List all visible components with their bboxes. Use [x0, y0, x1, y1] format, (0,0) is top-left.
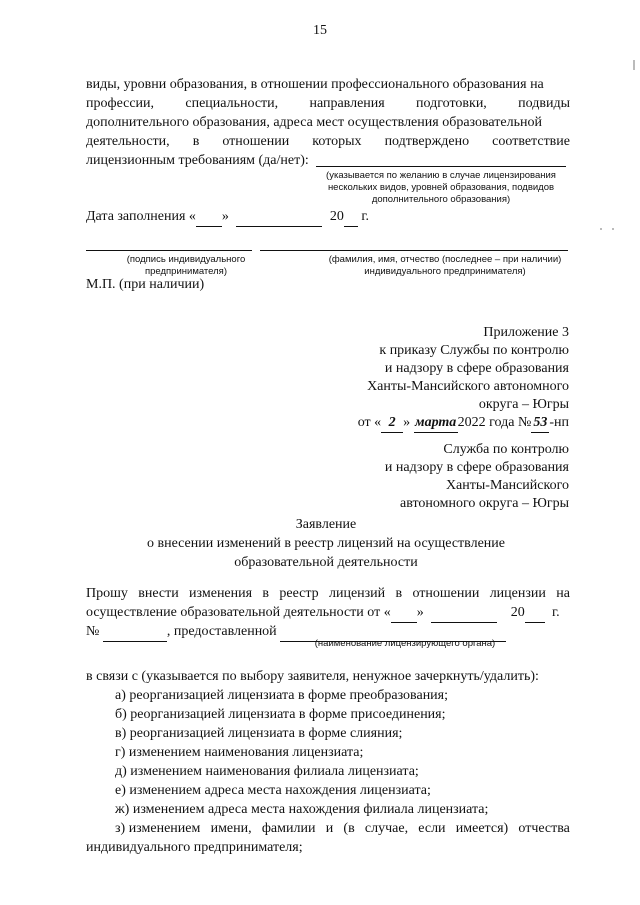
document-title: Заявление [295, 517, 357, 532]
intro-line-4 [86, 133, 570, 151]
signature-caption-2: предпринимателя) [144, 266, 227, 277]
reason-item-z-line-2: индивидуального предпринимателя; [86, 840, 303, 855]
order-prefix: от « [357, 415, 382, 430]
word: (в [343, 821, 355, 836]
word: случае, [364, 821, 409, 836]
addressee-line-1: Служба по контролю [443, 442, 569, 457]
answer-note-2: нескольких видов, уровней образования, подвидов [327, 182, 555, 193]
fill-date-mid: » [221, 209, 229, 224]
appendix-line-3: и надзору в сфере образования [384, 361, 569, 376]
scan-speck [612, 228, 614, 230]
answer-note-1: (указывается по желанию в случае лицензирования [326, 170, 556, 181]
word: фамилии [261, 821, 316, 836]
word: Прошу [86, 586, 128, 601]
word: внести [138, 586, 179, 601]
word: подтверждено [384, 134, 470, 149]
document-subtitle-2: образовательной деятельности [234, 555, 418, 570]
intro-line-1-text: виды, уровни образования, в отношении профессионального образования на [86, 77, 544, 92]
license-date-year: 20 [510, 605, 525, 620]
fill-date [86, 208, 369, 227]
reasons-intro: в связи с (указывается по выбору заявителя, ненужное зачеркнуть/удалить): [86, 669, 539, 684]
document-subtitle-1: о внесении изменений в реестр лицензий на осуществление [147, 536, 505, 551]
appendix-order [358, 414, 569, 433]
word: деятельности, [86, 134, 170, 149]
reason-item-b: б) реорганизацией лицензиата в форме присоединения; [115, 707, 446, 722]
order-year-text: 2022 года № [457, 415, 532, 430]
scan-speck [633, 60, 635, 70]
intro-line-1 [86, 76, 570, 94]
word: профессии, [86, 96, 155, 111]
word: и [325, 821, 334, 836]
intro-line-2 [86, 95, 570, 113]
word: реестр [279, 586, 319, 601]
full-name-caption-2: индивидуального предпринимателя) [364, 266, 526, 277]
word: на [556, 586, 570, 601]
answer-field[interactable] [316, 166, 566, 167]
fill-date-year: 20 [329, 209, 344, 224]
fill-date-year-field[interactable] [344, 208, 358, 227]
order-mid: » [403, 415, 411, 430]
order-number-handwritten: 53 [531, 414, 549, 433]
license-date-day-field[interactable] [391, 604, 417, 623]
fill-date-suffix: г. [361, 209, 370, 224]
request-line-2-text: осуществление образовательной деятельности от « [86, 605, 391, 620]
word: специальности, [185, 96, 279, 111]
word: в [192, 134, 200, 149]
word: в [262, 586, 270, 601]
intro-line-5: лицензионным требованиям (да/нет): [86, 153, 309, 168]
fill-date-month-field[interactable] [236, 208, 322, 227]
fill-date-day-field[interactable] [196, 208, 222, 227]
reason-item-z [115, 820, 570, 838]
appendix-line-5: округа – Югры [478, 397, 569, 412]
word: лицензии [489, 586, 546, 601]
word: лицензий [328, 586, 386, 601]
addressee-line-2: и надзору в сфере образования [384, 460, 569, 475]
addressee-line-3: Ханты-Мансийского [445, 478, 569, 493]
word: имени, [210, 821, 252, 836]
reason-item-v: в) реорганизацией лицензиата в форме слияния; [115, 726, 403, 741]
reason-item-zh: ж) изменением адреса места нахождения филиала лицензиата; [115, 802, 489, 817]
licensing-body-caption: (наименование лицензирующего органа) [314, 638, 496, 649]
word: в [395, 586, 403, 601]
request-line-1 [86, 585, 570, 603]
word: отношении [412, 586, 480, 601]
stamp-label: М.П. (при наличии) [86, 277, 205, 292]
answer-note-3: дополнительного образования) [371, 194, 511, 205]
word: подготовки, [416, 96, 487, 111]
license-date-month-field[interactable] [431, 604, 497, 623]
word: подвиды [518, 96, 570, 111]
signature-line[interactable] [86, 250, 252, 251]
license-date-mid: » [416, 605, 424, 620]
order-day-handwritten: 2 [381, 414, 403, 433]
full-name-caption-1: (фамилия, имя, отчество (последнее – при наличии) [328, 254, 562, 265]
reason-item-a: а) реорганизацией лицензиата в форме преобразования; [115, 688, 449, 703]
intro-line-3 [86, 114, 570, 132]
fill-date-prefix: Дата заполнения « [86, 209, 196, 224]
word: з) изменением [115, 821, 201, 836]
word: соответствие [492, 134, 570, 149]
word: отношении [222, 134, 290, 149]
page-number: 15 [313, 23, 327, 38]
word: направления [309, 96, 385, 111]
license-date-year-field[interactable] [525, 604, 545, 623]
reason-item-g: г) изменением наименования лицензиата; [115, 745, 364, 760]
license-number-field[interactable] [103, 623, 167, 642]
word: отчества [518, 821, 570, 836]
scan-speck [600, 228, 602, 230]
word: изменения [189, 586, 253, 601]
request-line-2-suffix: г. [552, 605, 560, 620]
order-month-handwritten: марта [414, 414, 458, 433]
license-number-label: № [86, 624, 100, 639]
request-line-2 [86, 604, 545, 623]
word: имеется) [455, 821, 509, 836]
appendix-line-2: к приказу Службы по контролю [379, 343, 569, 358]
word: которых [312, 134, 362, 149]
appendix-line-1: Приложение 3 [483, 325, 569, 340]
word: если [418, 821, 446, 836]
signature-caption-1: (подпись индивидуального [126, 254, 246, 265]
order-suffix: -нп [549, 415, 569, 430]
appendix-line-4: Ханты-Мансийского автономного [367, 379, 569, 394]
full-name-line[interactable] [260, 250, 568, 251]
reason-item-e: е) изменением адреса места нахождения лицензиата; [115, 783, 431, 798]
intro-line-3-text: дополнительного образования, адреса мест осуществления образовательной [86, 115, 542, 130]
addressee-line-4: автономного округа – Югры [400, 496, 569, 511]
granted-by-label: , предоставленной [166, 624, 277, 639]
reason-item-d: д) изменением наименования филиала лицензиата; [115, 764, 419, 779]
